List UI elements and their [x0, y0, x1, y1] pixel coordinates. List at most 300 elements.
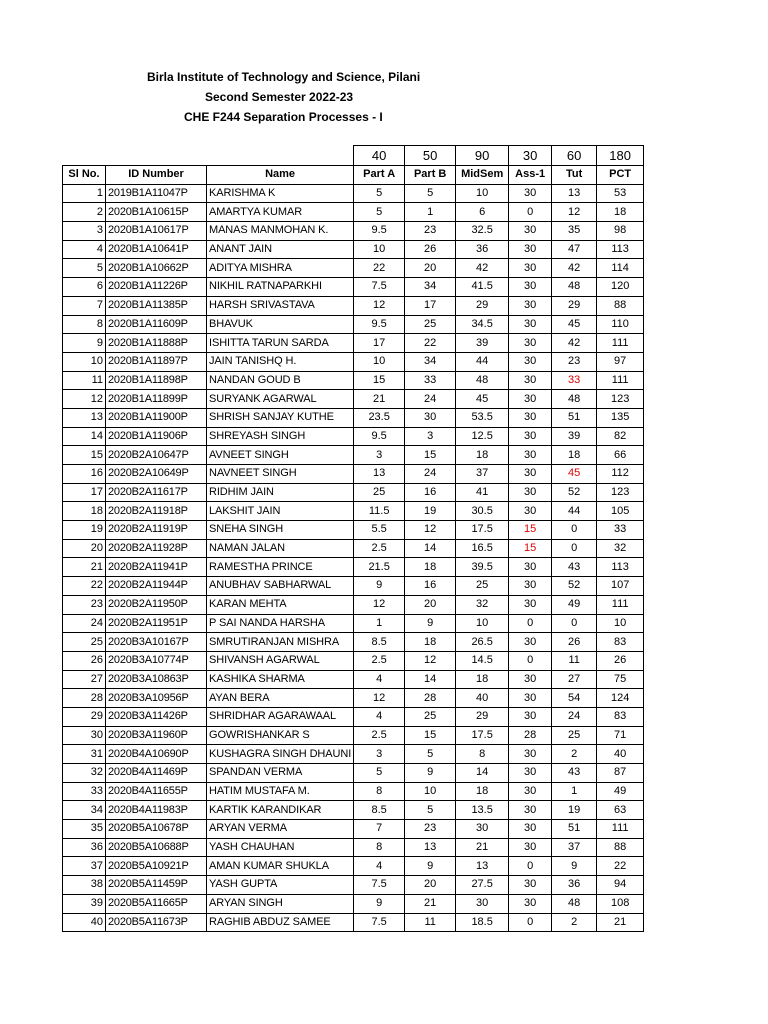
name-cell: NAMAN JALAN: [207, 539, 354, 558]
sl-cell: 20: [63, 539, 106, 558]
name-cell: GOWRISHANKAR S: [207, 726, 354, 745]
part-a-cell: 21.5: [354, 558, 405, 577]
tut-cell: 43: [552, 764, 597, 783]
sl-cell: 16: [63, 465, 106, 484]
name-cell: SHREYASH SINGH: [207, 427, 354, 446]
part-a-cell: 9.5: [354, 427, 405, 446]
tut-cell: 51: [552, 820, 597, 839]
midsem-cell: 18.5: [456, 913, 509, 932]
id-number-cell: 2020B1A11899P: [106, 390, 207, 409]
sl-cell: 8: [63, 315, 106, 334]
name-cell: KARISHMA K: [207, 184, 354, 203]
midsem-cell: 16.5: [456, 539, 509, 558]
sl-cell: 31: [63, 745, 106, 764]
part-a-cell: 12: [354, 296, 405, 315]
name-cell: LAKSHIT JAIN: [207, 502, 354, 521]
midsem-cell: 14.5: [456, 651, 509, 670]
tut-cell: 48: [552, 390, 597, 409]
midsem-cell: 42: [456, 259, 509, 278]
id-number-cell: 2020B5A10921P: [106, 857, 207, 876]
part-b-cell: 5: [405, 801, 456, 820]
midsem-cell: 41.5: [456, 278, 509, 297]
id-number-cell: 2019B1A11047P: [106, 184, 207, 203]
ass-1-cell: 30: [509, 764, 552, 783]
table-row: [63, 558, 644, 577]
pct-cell: 32: [597, 539, 644, 558]
tut-cell: 43: [552, 558, 597, 577]
ass-1-cell: 0: [509, 651, 552, 670]
ass-1-cell: 30: [509, 259, 552, 278]
id-number-cell: 2020B5A11459P: [106, 876, 207, 895]
midsem-cell: 6: [456, 203, 509, 222]
part-a-cell: 4: [354, 670, 405, 689]
table-row: [63, 408, 644, 427]
max-part-b: 50: [405, 146, 456, 166]
ass-1-cell: 30: [509, 334, 552, 353]
midsem-cell: 30.5: [456, 502, 509, 521]
part-b-cell: 11: [405, 913, 456, 932]
table-row: [63, 670, 644, 689]
table-row: [63, 222, 644, 241]
table-row: [63, 820, 644, 839]
sl-cell: 26: [63, 651, 106, 670]
ass-1-cell: 30: [509, 838, 552, 857]
pct-cell: 22: [597, 857, 644, 876]
part-b-cell: 14: [405, 670, 456, 689]
pct-cell: 114: [597, 259, 644, 278]
table-row: [63, 913, 644, 932]
col-header-sl: Sl No.: [63, 166, 106, 185]
part-b-cell: 23: [405, 222, 456, 241]
midsem-cell: 36: [456, 240, 509, 259]
id-number-cell: 2020B4A11469P: [106, 764, 207, 783]
pct-cell: 63: [597, 801, 644, 820]
tut-cell: 48: [552, 894, 597, 913]
part-a-cell: 5: [354, 184, 405, 203]
tut-cell: 45: [552, 465, 597, 484]
ass-1-cell: 30: [509, 782, 552, 801]
id-number-cell: 2020B1A11897P: [106, 352, 207, 371]
tut-cell: 12: [552, 203, 597, 222]
part-b-cell: 5: [405, 184, 456, 203]
col-header-id: ID Number: [106, 166, 207, 185]
sl-cell: 35: [63, 820, 106, 839]
id-number-cell: 2020B4A11983P: [106, 801, 207, 820]
part-a-cell: 2.5: [354, 539, 405, 558]
id-number-cell: 2020B1A11226P: [106, 278, 207, 297]
col-header-pct: PCT: [597, 166, 644, 185]
part-a-cell: 25: [354, 483, 405, 502]
tut-cell: 49: [552, 595, 597, 614]
ass-1-cell: 28: [509, 726, 552, 745]
table-row: [63, 371, 644, 390]
table-row: [63, 857, 644, 876]
part-b-cell: 20: [405, 259, 456, 278]
pct-cell: 112: [597, 465, 644, 484]
ass-1-cell: 15: [509, 521, 552, 540]
name-cell: SHRIDHAR AGARAWAAL: [207, 707, 354, 726]
part-b-cell: 30: [405, 408, 456, 427]
name-cell: ANUBHAV SABHARWAL: [207, 577, 354, 596]
tut-cell: 29: [552, 296, 597, 315]
sl-cell: 39: [63, 894, 106, 913]
table-row: [63, 203, 644, 222]
part-b-cell: 18: [405, 633, 456, 652]
sl-cell: 19: [63, 521, 106, 540]
ass-1-cell: 30: [509, 278, 552, 297]
id-number-cell: 2020B1A11906P: [106, 427, 207, 446]
name-cell: HARSH SRIVASTAVA: [207, 296, 354, 315]
part-a-cell: 4: [354, 707, 405, 726]
part-b-cell: 20: [405, 595, 456, 614]
name-cell: AYAN BERA: [207, 689, 354, 708]
tut-cell: 37: [552, 838, 597, 857]
part-a-cell: 12: [354, 689, 405, 708]
name-cell: SHIVANSH AGARWAL: [207, 651, 354, 670]
ass-1-cell: 30: [509, 390, 552, 409]
sl-cell: 18: [63, 502, 106, 521]
pct-cell: 110: [597, 315, 644, 334]
ass-1-cell: 0: [509, 614, 552, 633]
pct-cell: 88: [597, 838, 644, 857]
part-b-cell: 28: [405, 689, 456, 708]
ass-1-cell: 15: [509, 539, 552, 558]
part-a-cell: 10: [354, 352, 405, 371]
tut-cell: 42: [552, 334, 597, 353]
tut-cell: 2: [552, 913, 597, 932]
column-header-row: [63, 166, 644, 185]
pct-cell: 40: [597, 745, 644, 764]
sl-cell: 4: [63, 240, 106, 259]
pct-cell: 66: [597, 446, 644, 465]
part-a-cell: 22: [354, 259, 405, 278]
tut-cell: 47: [552, 240, 597, 259]
id-number-cell: 2020B3A11960P: [106, 726, 207, 745]
id-number-cell: 2020B4A10690P: [106, 745, 207, 764]
pct-cell: 123: [597, 483, 644, 502]
part-a-cell: 3: [354, 446, 405, 465]
ass-1-cell: 30: [509, 465, 552, 484]
part-a-cell: 5.5: [354, 521, 405, 540]
midsem-cell: 48: [456, 371, 509, 390]
table-row: [63, 446, 644, 465]
id-number-cell: 2020B2A11919P: [106, 521, 207, 540]
sl-cell: 33: [63, 782, 106, 801]
id-number-cell: 2020B1A10662P: [106, 259, 207, 278]
midsem-cell: 21: [456, 838, 509, 857]
part-a-cell: 4: [354, 857, 405, 876]
pct-cell: 94: [597, 876, 644, 895]
part-a-cell: 3: [354, 745, 405, 764]
midsem-cell: 18: [456, 782, 509, 801]
part-b-cell: 12: [405, 521, 456, 540]
part-a-cell: 2.5: [354, 726, 405, 745]
name-cell: JAIN TANISHQ H.: [207, 352, 354, 371]
table-row: [63, 352, 644, 371]
ass-1-cell: 0: [509, 913, 552, 932]
sl-cell: 29: [63, 707, 106, 726]
id-number-cell: 2020B1A11385P: [106, 296, 207, 315]
pct-cell: 113: [597, 558, 644, 577]
part-b-cell: 18: [405, 558, 456, 577]
table-row: [63, 577, 644, 596]
sl-cell: 13: [63, 408, 106, 427]
part-b-cell: 25: [405, 707, 456, 726]
name-cell: AMARTYA KUMAR: [207, 203, 354, 222]
tut-cell: 39: [552, 427, 597, 446]
midsem-cell: 29: [456, 296, 509, 315]
part-b-cell: 1: [405, 203, 456, 222]
ass-1-cell: 30: [509, 876, 552, 895]
midsem-cell: 40: [456, 689, 509, 708]
marks-table: [62, 145, 644, 932]
name-cell: YASH CHAUHAN: [207, 838, 354, 857]
id-number-cell: 2020B1A10617P: [106, 222, 207, 241]
id-number-cell: 2020B1A10615P: [106, 203, 207, 222]
col-header-ass-1: Ass-1: [509, 166, 552, 185]
max-midsem: 90: [456, 146, 509, 166]
ass-1-cell: 30: [509, 352, 552, 371]
part-a-cell: 9.5: [354, 315, 405, 334]
part-a-cell: 5: [354, 203, 405, 222]
ass-1-cell: 30: [509, 745, 552, 764]
part-b-cell: 21: [405, 894, 456, 913]
max-ass-1: 30: [509, 146, 552, 166]
ass-1-cell: 30: [509, 820, 552, 839]
part-a-cell: 1: [354, 614, 405, 633]
tut-cell: 42: [552, 259, 597, 278]
part-a-cell: 13: [354, 465, 405, 484]
name-cell: MANAS MANMOHAN K.: [207, 222, 354, 241]
pct-cell: 33: [597, 521, 644, 540]
midsem-cell: 29: [456, 707, 509, 726]
pct-cell: 111: [597, 595, 644, 614]
sl-cell: 25: [63, 633, 106, 652]
id-number-cell: 2020B3A10167P: [106, 633, 207, 652]
midsem-cell: 13: [456, 857, 509, 876]
part-b-cell: 24: [405, 465, 456, 484]
table-row: [63, 707, 644, 726]
tut-cell: 9: [552, 857, 597, 876]
pct-cell: 105: [597, 502, 644, 521]
sl-cell: 15: [63, 446, 106, 465]
midsem-cell: 18: [456, 446, 509, 465]
id-number-cell: 2020B3A10956P: [106, 689, 207, 708]
part-b-cell: 10: [405, 782, 456, 801]
pct-cell: 26: [597, 651, 644, 670]
sl-cell: 1: [63, 184, 106, 203]
tut-cell: 52: [552, 483, 597, 502]
tut-cell: 36: [552, 876, 597, 895]
sl-cell: 40: [63, 913, 106, 932]
midsem-cell: 39: [456, 334, 509, 353]
id-number-cell: 2020B2A11950P: [106, 595, 207, 614]
table-row: [63, 614, 644, 633]
part-a-cell: 12: [354, 595, 405, 614]
sl-cell: 9: [63, 334, 106, 353]
part-b-cell: 17: [405, 296, 456, 315]
part-b-cell: 15: [405, 446, 456, 465]
tut-cell: 0: [552, 614, 597, 633]
tut-cell: 48: [552, 278, 597, 297]
midsem-cell: 10: [456, 184, 509, 203]
pct-cell: 71: [597, 726, 644, 745]
id-number-cell: 2020B2A11944P: [106, 577, 207, 596]
id-number-cell: 2020B2A11941P: [106, 558, 207, 577]
name-cell: KARAN MEHTA: [207, 595, 354, 614]
ass-1-cell: 30: [509, 446, 552, 465]
tut-cell: 35: [552, 222, 597, 241]
sl-cell: 28: [63, 689, 106, 708]
midsem-cell: 32: [456, 595, 509, 614]
tut-cell: 11: [552, 651, 597, 670]
course-title: CHE F244 Separation Processes - I: [184, 110, 383, 124]
institute-title: Birla Institute of Technology and Science, Pilani: [147, 70, 421, 84]
table-row: [63, 296, 644, 315]
table-row: [63, 483, 644, 502]
sl-cell: 32: [63, 764, 106, 783]
max-part-a: 40: [354, 146, 405, 166]
ass-1-cell: 30: [509, 595, 552, 614]
table-row: [63, 315, 644, 334]
id-number-cell: 2020B2A11918P: [106, 502, 207, 521]
name-cell: RAMESTHA PRINCE: [207, 558, 354, 577]
table-row: [63, 427, 644, 446]
tut-cell: 0: [552, 521, 597, 540]
col-header-part-b: Part B: [405, 166, 456, 185]
ass-1-cell: 30: [509, 502, 552, 521]
pct-cell: 18: [597, 203, 644, 222]
tut-cell: 54: [552, 689, 597, 708]
part-b-cell: 26: [405, 240, 456, 259]
name-cell: ADITYA MISHRA: [207, 259, 354, 278]
ass-1-cell: 30: [509, 670, 552, 689]
part-b-cell: 3: [405, 427, 456, 446]
name-cell: NAVNEET SINGH: [207, 465, 354, 484]
part-b-cell: 9: [405, 614, 456, 633]
ass-1-cell: 30: [509, 296, 552, 315]
sl-cell: 24: [63, 614, 106, 633]
ass-1-cell: 30: [509, 894, 552, 913]
table-row: [63, 764, 644, 783]
midsem-cell: 45: [456, 390, 509, 409]
table-row: [63, 745, 644, 764]
part-a-cell: 7: [354, 820, 405, 839]
ass-1-cell: 30: [509, 707, 552, 726]
midsem-cell: 12.5: [456, 427, 509, 446]
ass-1-cell: 30: [509, 315, 552, 334]
pct-cell: 88: [597, 296, 644, 315]
id-number-cell: 2020B5A10678P: [106, 820, 207, 839]
pct-cell: 113: [597, 240, 644, 259]
part-b-cell: 25: [405, 315, 456, 334]
id-number-cell: 2020B1A11898P: [106, 371, 207, 390]
part-a-cell: 8: [354, 782, 405, 801]
ass-1-cell: 30: [509, 801, 552, 820]
pct-cell: 53: [597, 184, 644, 203]
ass-1-cell: 0: [509, 203, 552, 222]
id-number-cell: 2020B2A11617P: [106, 483, 207, 502]
table-row: [63, 465, 644, 484]
semester-title: Second Semester 2022-23: [205, 90, 354, 104]
pct-cell: 135: [597, 408, 644, 427]
part-b-cell: 34: [405, 278, 456, 297]
midsem-cell: 8: [456, 745, 509, 764]
id-number-cell: 2020B5A10688P: [106, 838, 207, 857]
pct-cell: 98: [597, 222, 644, 241]
ass-1-cell: 30: [509, 577, 552, 596]
tut-cell: 25: [552, 726, 597, 745]
name-cell: KASHIKA SHARMA: [207, 670, 354, 689]
sl-cell: 23: [63, 595, 106, 614]
pct-cell: 87: [597, 764, 644, 783]
pct-cell: 75: [597, 670, 644, 689]
ass-1-cell: 30: [509, 222, 552, 241]
name-cell: AVNEET SINGH: [207, 446, 354, 465]
part-b-cell: 22: [405, 334, 456, 353]
name-cell: SNEHA SINGH: [207, 521, 354, 540]
col-header-part-a: Part A: [354, 166, 405, 185]
name-cell: RIDHIM JAIN: [207, 483, 354, 502]
id-number-cell: 2020B2A10649P: [106, 465, 207, 484]
name-cell: KARTIK KARANDIKAR: [207, 801, 354, 820]
table-row: [63, 651, 644, 670]
pct-cell: 21: [597, 913, 644, 932]
midsem-cell: 32.5: [456, 222, 509, 241]
pct-cell: 97: [597, 352, 644, 371]
ass-1-cell: 30: [509, 689, 552, 708]
sl-cell: 17: [63, 483, 106, 502]
part-b-cell: 24: [405, 390, 456, 409]
tut-cell: 18: [552, 446, 597, 465]
part-b-cell: 34: [405, 352, 456, 371]
part-b-cell: 5: [405, 745, 456, 764]
pct-cell: 111: [597, 820, 644, 839]
ass-1-cell: 30: [509, 427, 552, 446]
ass-1-cell: 30: [509, 408, 552, 427]
sl-cell: 36: [63, 838, 106, 857]
tut-cell: 52: [552, 577, 597, 596]
table-row: [63, 278, 644, 297]
part-b-cell: 14: [405, 539, 456, 558]
part-a-cell: 23.5: [354, 408, 405, 427]
col-header-midsem: MidSem: [456, 166, 509, 185]
part-a-cell: 7.5: [354, 913, 405, 932]
table-row: [63, 782, 644, 801]
tut-cell: 0: [552, 539, 597, 558]
part-b-cell: 9: [405, 764, 456, 783]
tut-cell: 26: [552, 633, 597, 652]
table-row: [63, 521, 644, 540]
part-b-cell: 12: [405, 651, 456, 670]
sl-cell: 22: [63, 577, 106, 596]
name-cell: BHAVUK: [207, 315, 354, 334]
id-number-cell: 2020B3A10863P: [106, 670, 207, 689]
table-row: [63, 801, 644, 820]
name-cell: NIKHIL RATNAPARKHI: [207, 278, 354, 297]
part-a-cell: 2.5: [354, 651, 405, 670]
id-number-cell: 2020B3A10774P: [106, 651, 207, 670]
pct-cell: 108: [597, 894, 644, 913]
pct-cell: 120: [597, 278, 644, 297]
part-b-cell: 20: [405, 876, 456, 895]
part-a-cell: 7.5: [354, 278, 405, 297]
sl-cell: 12: [63, 390, 106, 409]
name-cell: SPANDAN VERMA: [207, 764, 354, 783]
midsem-cell: 17.5: [456, 726, 509, 745]
id-number-cell: 2020B2A11951P: [106, 614, 207, 633]
sl-cell: 7: [63, 296, 106, 315]
